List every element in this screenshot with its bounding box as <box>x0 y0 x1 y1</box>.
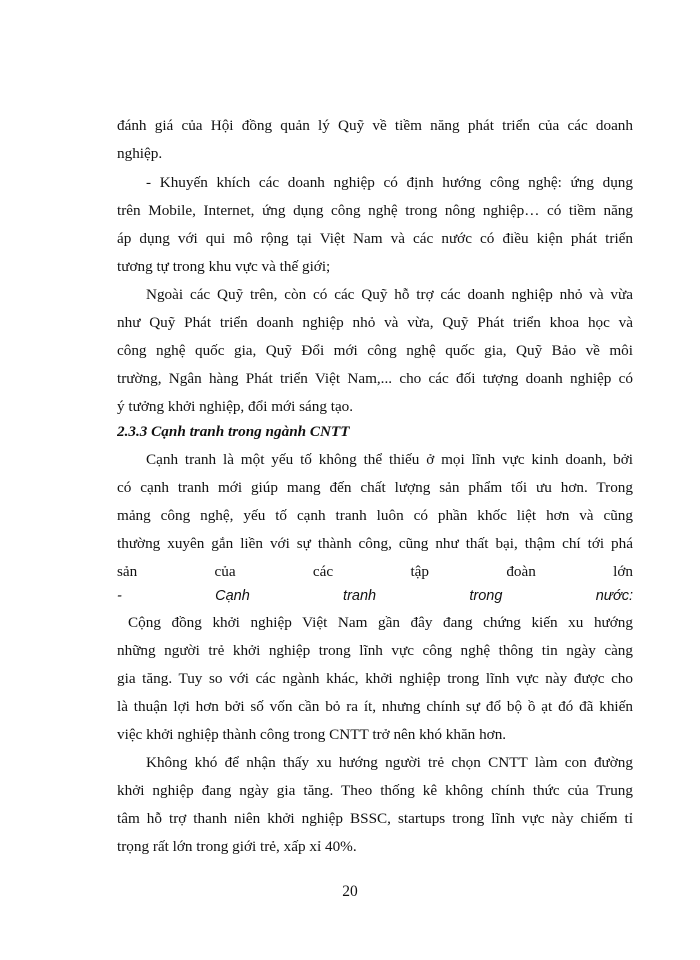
text-line: những người trẻ khởi nghiệp trong lĩnh vực công nghệ thông tin ngày càng <box>117 642 633 659</box>
text-line: như Quỹ Phát triển doanh nghiệp nhỏ và vừa, Quỹ Phát triển khoa học và <box>117 314 633 331</box>
page-number: 20 <box>342 883 358 900</box>
text-line: trường, Ngân hàng Phát triển Việt Nam,... cho các đối tượng doanh nghiệp có <box>117 370 633 387</box>
text-line: công nghệ quốc gia, Quỹ Đổi mới công nghệ quốc gia, Quỹ Bảo về môi <box>117 342 633 359</box>
text-line: trọng rất lớn trong giới trẻ, xấp xỉ 40%. <box>117 838 357 855</box>
text-line: tâm hỗ trợ thanh niên khởi nghiệp BSSC, startups trong lĩnh vực này chiếm tỉ <box>117 810 633 827</box>
text-line: Không khó để nhận thấy xu hướng người trẻ chọn CNTT làm con đường <box>146 754 633 771</box>
text-line: việc khởi nghiệp thành công trong CNTT trở nên khó khăn hơn. <box>117 726 507 743</box>
text-line: có cạnh tranh mới giúp mang đến chất lượng sản phẩm tối ưu hơn. Trong <box>117 479 633 496</box>
text-line: mảng công nghệ, yếu tố cạnh tranh luôn có phần khốc liệt hơn và cũng <box>117 507 633 524</box>
text-line: nghiệp. <box>117 145 163 162</box>
text-line: trên Mobile, Internet, ứng dụng công nghệ trong nông nghiệp… có tiềm năng <box>117 202 633 219</box>
text-line: gia tăng. Tuy so với các ngành khác, khởi nghiệp trong lĩnh vực này được cho <box>117 670 633 687</box>
text-line: áp dụng với qui mô rộng tại Việt Nam và các nước có điều kiện phát triển <box>117 230 633 247</box>
text-line: - Khuyến khích các doanh nghiệp có định hướng công nghệ: ứng dụng <box>146 174 633 191</box>
text-line: Cạnh tranh là một yếu tố không thể thiếu ở mọi lĩnh vực kinh doanh, bởi <box>146 451 633 468</box>
text-line: khởi nghiệp đang ngày gia tăng. Theo thống kê không chính thức của Trung <box>117 782 633 799</box>
subheading-line: - Cạnh tranh trong nước: <box>117 588 633 604</box>
text-line: thường xuyên gắn liền với sự thành công, cũng như thất bại, thậm chí tới phá <box>117 535 633 552</box>
text-line: đánh giá của Hội đồng quản lý Quỹ về tiềm năng phát triển của các doanh <box>117 117 633 134</box>
text-line: Ngoài các Quỹ trên, còn có các Quỹ hỗ trợ các doanh nghiệp nhỏ và vừa <box>146 286 633 303</box>
text-line: tương tự trong khu vực và thế giới; <box>117 258 331 275</box>
text-line: sản của các tập đoàn lớn <box>117 563 633 580</box>
text-line: Cộng đồng khởi nghiệp Việt Nam gần đây đang chứng kiến xu hướng <box>128 614 633 631</box>
section-heading: 2.3.3 Cạnh tranh trong ngành CNTT <box>117 423 350 440</box>
text-line: ý tưởng khởi nghiệp, đổi mới sáng tạo. <box>117 398 354 415</box>
text-line: là thuận lợi hơn bởi số vốn cần bỏ ra ít, nhưng chính sự đổ bộ ồ ạt đó đã khiến <box>117 698 633 715</box>
